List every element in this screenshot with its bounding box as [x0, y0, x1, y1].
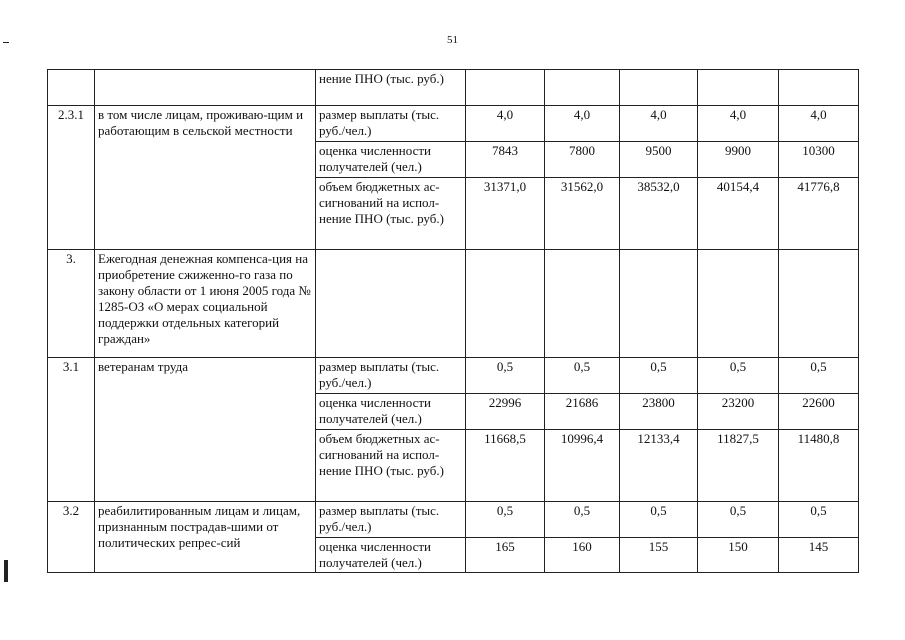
- value-cell: 41776,8: [779, 178, 859, 250]
- value-cell: 0,5: [466, 502, 545, 538]
- value-cell: 31562,0: [545, 178, 620, 250]
- value-cell: 11668,5: [466, 430, 545, 502]
- indicator-cell: оценка численности получателей (чел.): [316, 394, 466, 430]
- value-cell: [545, 70, 620, 106]
- value-cell: 160: [545, 538, 620, 573]
- table-row: [48, 106, 859, 142]
- value-cell: [545, 250, 620, 358]
- category-cell: в том числе лицам, проживаю-щим и работающим в сельской местности: [95, 106, 316, 250]
- value-cell: 11480,8: [779, 430, 859, 502]
- scan-edge-tick: [3, 42, 9, 43]
- value-cell: 0,5: [779, 502, 859, 538]
- value-cell: 150: [698, 538, 779, 573]
- indicator-cell: размер выплаты (тыс. руб./чел.): [316, 358, 466, 394]
- value-cell: 12133,4: [620, 430, 698, 502]
- value-cell: 23200: [698, 394, 779, 430]
- value-cell: 10300: [779, 142, 859, 178]
- category-cell: [95, 70, 316, 106]
- value-cell: 4,0: [779, 106, 859, 142]
- value-cell: 9500: [620, 142, 698, 178]
- indicator-cell: размер выплаты (тыс. руб./чел.): [316, 106, 466, 142]
- value-cell: 0,5: [620, 502, 698, 538]
- value-cell: [620, 70, 698, 106]
- row-number-cell: 3.2: [48, 502, 95, 573]
- value-cell: 40154,4: [698, 178, 779, 250]
- row-number-cell: 2.3.1: [48, 106, 95, 250]
- value-cell: 23800: [620, 394, 698, 430]
- value-cell: 0,5: [779, 358, 859, 394]
- table-row: [48, 502, 859, 538]
- value-cell: 155: [620, 538, 698, 573]
- value-cell: [779, 70, 859, 106]
- value-cell: 10996,4: [545, 430, 620, 502]
- value-cell: [698, 250, 779, 358]
- value-cell: 7843: [466, 142, 545, 178]
- value-cell: 0,5: [545, 502, 620, 538]
- value-cell: [620, 250, 698, 358]
- indicator-cell: оценка численности получателей (чел.): [316, 538, 466, 573]
- value-cell: [698, 70, 779, 106]
- indicator-cell: нение ПНО (тыс. руб.): [316, 70, 466, 106]
- category-cell: ветеранам труда: [95, 358, 316, 502]
- value-cell: 9900: [698, 142, 779, 178]
- category-cell: Ежегодная денежная компенса-ция на приобретение сжиженно-го газа по закону области от 1 июня 2005 года № 1285-ОЗ «О мерах социальной поддержки отдельных категорий граждан»: [95, 250, 316, 358]
- category-cell: реабилитированным лицам и лицам, признанным пострадав-шими от политических репрес-сий: [95, 502, 316, 573]
- row-number-cell: [48, 70, 95, 106]
- value-cell: 22996: [466, 394, 545, 430]
- value-cell: 0,5: [545, 358, 620, 394]
- value-cell: [466, 250, 545, 358]
- value-cell: 0,5: [466, 358, 545, 394]
- value-cell: 4,0: [466, 106, 545, 142]
- row-number-cell: 3.1: [48, 358, 95, 502]
- value-cell: 38532,0: [620, 178, 698, 250]
- value-cell: 0,5: [620, 358, 698, 394]
- budget-table: [47, 69, 859, 573]
- value-cell: 21686: [545, 394, 620, 430]
- table-row: [48, 358, 859, 394]
- value-cell: 4,0: [545, 106, 620, 142]
- row-number-cell: 3.: [48, 250, 95, 358]
- indicator-cell: объем бюджетных ас-сигнований на испол-нение ПНО (тыс. руб.): [316, 178, 466, 250]
- value-cell: 0,5: [698, 502, 779, 538]
- table-row: [48, 70, 859, 106]
- indicator-cell: [316, 250, 466, 358]
- value-cell: 7800: [545, 142, 620, 178]
- indicator-cell: оценка численности получателей (чел.): [316, 142, 466, 178]
- value-cell: 4,0: [620, 106, 698, 142]
- value-cell: 11827,5: [698, 430, 779, 502]
- value-cell: 4,0: [698, 106, 779, 142]
- table-row: [48, 250, 859, 358]
- indicator-cell: размер выплаты (тыс. руб./чел.): [316, 502, 466, 538]
- value-cell: 31371,0: [466, 178, 545, 250]
- indicator-cell: объем бюджетных ас-сигнований на испол-нение ПНО (тыс. руб.): [316, 430, 466, 502]
- value-cell: 145: [779, 538, 859, 573]
- page-number: 51: [447, 34, 458, 46]
- value-cell: [466, 70, 545, 106]
- value-cell: 165: [466, 538, 545, 573]
- scan-edge-mark: [4, 560, 8, 582]
- value-cell: 22600: [779, 394, 859, 430]
- value-cell: 0,5: [698, 358, 779, 394]
- value-cell: [779, 250, 859, 358]
